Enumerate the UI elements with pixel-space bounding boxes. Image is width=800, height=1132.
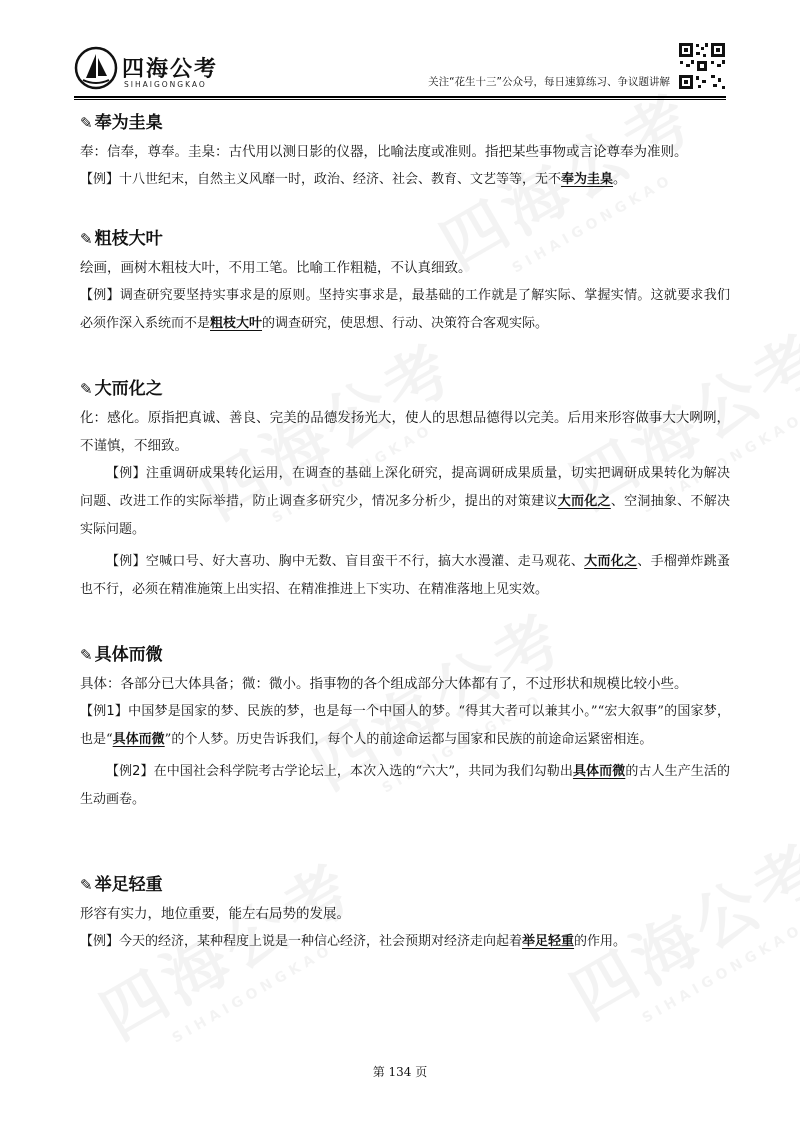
idiom-entry [80, 640, 730, 814]
idiom-definition: 奉：信奉，尊奉。圭臬：古代用以测日影的仪器，比喻法度或准则。指把某些事物或言论尊奉为准则。 [80, 144, 688, 160]
idiom-entry [80, 108, 730, 194]
idiom-definition: 形容有实力，地位重要，能左右局势的发展。 [80, 906, 350, 922]
pencil-icon: ✎ [80, 876, 93, 894]
pencil-icon: ✎ [80, 646, 93, 664]
idiom-definition: 具体：各部分已大体具备；微：微小。指事物的各个组成部分大体都有了，不过形状和规模比较小些。 [80, 676, 688, 692]
header-divider [74, 96, 726, 98]
highlighted-idiom: 大而化之 [584, 554, 638, 569]
idiom-example: 【例】今天的经济，某种程度上说是一种信心经济，社会预期对经济走向起着举足轻重的作用。 [80, 934, 627, 949]
highlighted-idiom: 具体而微 [112, 732, 165, 747]
brand-subtitle: SIHAIGONGKAO [124, 80, 207, 89]
idiom-title: ✎ 大而化之 [80, 374, 730, 404]
highlighted-idiom: 粗枝大叶 [210, 316, 263, 331]
idiom-entry [80, 870, 730, 956]
highlighted-idiom: 大而化之 [557, 494, 611, 509]
idiom-example: 【例】注重调研成果转化运用，在调查的基础上深化研究，提高调研成果质量，切实把调研成果转化为解决问题、改进工作的实际举措，防止调查多研究少，情况多分析少，提出的对策建议大而化之、空洞抽象、不解决实际问题。 [80, 466, 730, 537]
idiom-definition: 化：感化。原指把真诚、善良、完美的品德发扬光大，使人的思想品德得以完美。后用来形容做事大大咧咧，不谨慎，不细致。 [80, 410, 730, 454]
page-header [74, 40, 726, 96]
highlighted-idiom: 奉为圭臬 [561, 172, 614, 187]
idiom-title: ✎ 具体而微 [80, 640, 730, 670]
header-divider [74, 99, 726, 100]
idiom-title: ✎ 粗枝大叶 [80, 224, 730, 254]
idiom-example: 【例】空喊口号、好大喜功、胸中无数、盲目蛮干不行，搞大水漫灌、走马观花、大而化之、手榴弹炸跳蚤也不行，必须在精准施策上出实招、在精准推进上下实功、在精准落地上见实效。 [80, 554, 730, 597]
header-notice: 关注“花生十三”公众号，每日速算练习、争议题讲解 [428, 76, 670, 88]
idiom-title: ✎ 举足轻重 [80, 870, 730, 900]
idiom-definition: 绘画，画树木粗枝大叶，不用工笔。比喻工作粗糙，不认真细致。 [80, 260, 472, 276]
sailboat-logo-icon [74, 46, 118, 90]
pencil-icon: ✎ [80, 114, 93, 132]
idiom-example: 【例】调查研究要坚持实事求是的原则。坚持实事求是，最基础的工作就是了解实际、掌握实情。这就要求我们必须作深入系统而不是粗枝大叶的调查研究，使思想、行动、决策符合客观实际。 [80, 288, 730, 331]
idiom-example: 【例】十八世纪末，自然主义风靡一时，政治、经济、社会、教育、文艺等等，无不奉为圭臬。 [80, 172, 627, 187]
idiom-title: ✎ 奉为圭臬 [80, 108, 730, 138]
page-content [80, 104, 730, 956]
highlighted-idiom: 具体而微 [572, 764, 626, 779]
idiom-example: 【例1】中国梦是国家的梦、民族的梦，也是每一个中国人的梦。“得其大者可以兼其小。”“宏大叙事”的国家梦，也是“具体而微”的个人梦。历史告诉我们，每个人的前途命运都与国家和民族的前途命运紧密相连。 [80, 704, 730, 747]
page-number: 第 134 页 [372, 1065, 428, 1079]
idiom-entry [80, 374, 730, 604]
pencil-icon: ✎ [80, 230, 93, 248]
pencil-icon: ✎ [80, 380, 93, 398]
brand-name: 四海公考 [122, 57, 219, 82]
highlighted-idiom: 举足轻重 [522, 934, 575, 949]
qr-code-icon [678, 42, 726, 90]
idiom-entry [80, 224, 730, 338]
idiom-example: 【例2】在中国社会科学院考古学论坛上，本次入选的“六大”，共同为我们勾勒出具体而微的古人生产生活的生动画卷。 [80, 764, 730, 807]
